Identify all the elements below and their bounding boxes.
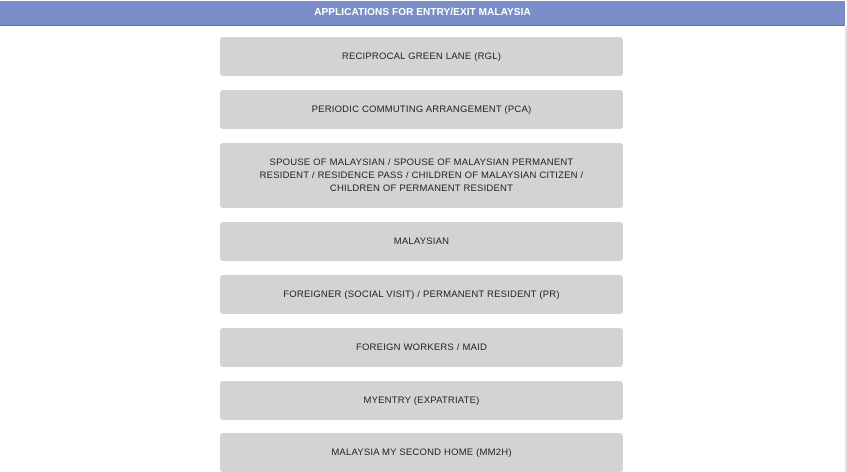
option-pca-button[interactable] <box>220 90 623 129</box>
option-rgl-button[interactable] <box>220 37 623 76</box>
option-malaysian-button[interactable] <box>220 222 623 261</box>
option-label: PERIODIC COMMUTING ARRANGEMENT (PCA) <box>311 104 532 115</box>
option-spouse-children-button[interactable] <box>220 143 623 208</box>
option-mm2h-button[interactable] <box>220 433 623 472</box>
option-label: RECIPROCAL GREEN LANE (RGL) <box>341 51 502 62</box>
option-myentry-button[interactable] <box>220 381 623 420</box>
option-foreigner-pr-button[interactable] <box>220 275 623 314</box>
option-label: FOREIGNER (SOCIAL VISIT) / PERMANENT RESIDENT (PR) <box>283 289 560 300</box>
option-label: MYENTRY (EXPATRIATE) <box>363 395 480 406</box>
option-foreign-workers-button[interactable] <box>220 328 623 367</box>
page-title: APPLICATIONS FOR ENTRY/EXIT MALAYSIA <box>0 1 845 26</box>
option-label: MALAYSIA MY SECOND HOME (MM2H) <box>331 447 512 458</box>
option-label: SPOUSE OF MALAYSIAN / SPOUSE OF MALAYSIAN PERMANENT RESIDENT / RESIDENCE PASS / CHILDREN OF MALAYSIAN CITIZEN / CHILDREN OF PERMANENT RESIDENT <box>259 157 584 194</box>
option-label: MALAYSIAN <box>393 236 450 247</box>
option-label: FOREIGN WORKERS / MAID <box>355 342 488 353</box>
